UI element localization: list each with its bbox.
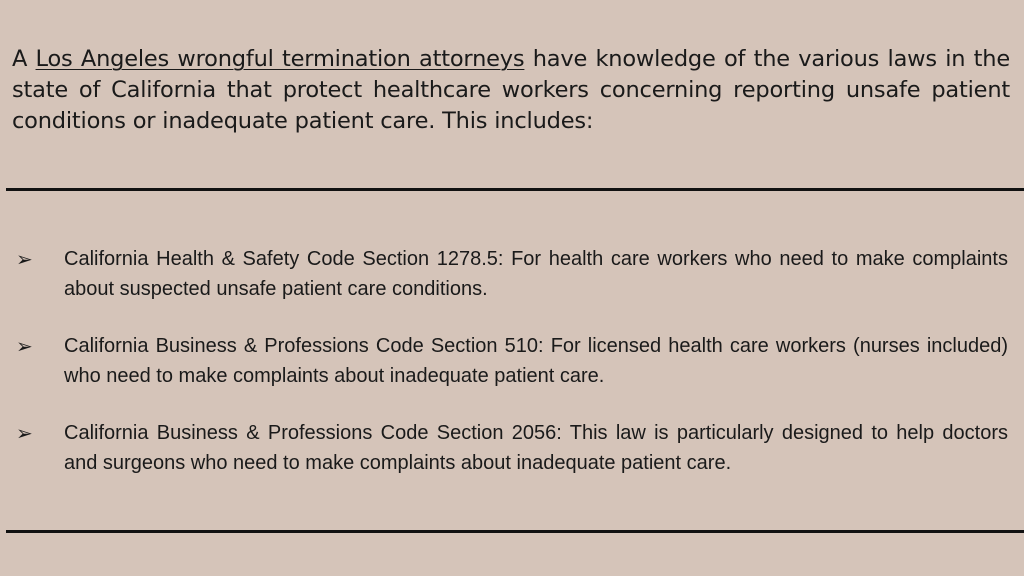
intro-paragraph bbox=[12, 44, 1010, 137]
bottom-divider bbox=[6, 530, 1024, 533]
arrow-bullet-icon: ➢ bbox=[16, 334, 33, 358]
intro-suffix: have knowledge of the various laws in the state of California that protect healthcare workers concerning reporting unsafe patient conditions or inadequate patient care. This includes: bbox=[12, 46, 1010, 134]
intro-prefix: A bbox=[12, 46, 36, 72]
list-item-text: California Business & Professions Code Section 2056: This law is particularly designed to help doctors and surgeons who need to make complaints about inadequate patient care. bbox=[64, 422, 1008, 474]
arrow-bullet-icon: ➢ bbox=[16, 247, 33, 271]
attorneys-link[interactable]: Los Angeles wrongful termination attorneys bbox=[35, 46, 525, 72]
arrow-bullet-icon: ➢ bbox=[16, 421, 33, 445]
top-divider bbox=[6, 188, 1024, 191]
list-item-text: California Health & Safety Code Section 1278.5: For health care workers who need to make complaints about suspected unsafe patient care conditions. bbox=[64, 248, 1008, 300]
list-item-text: California Business & Professions Code Section 510: For licensed health care workers (nurses included) who need to make complaints about inadequate patient care. bbox=[64, 335, 1008, 387]
